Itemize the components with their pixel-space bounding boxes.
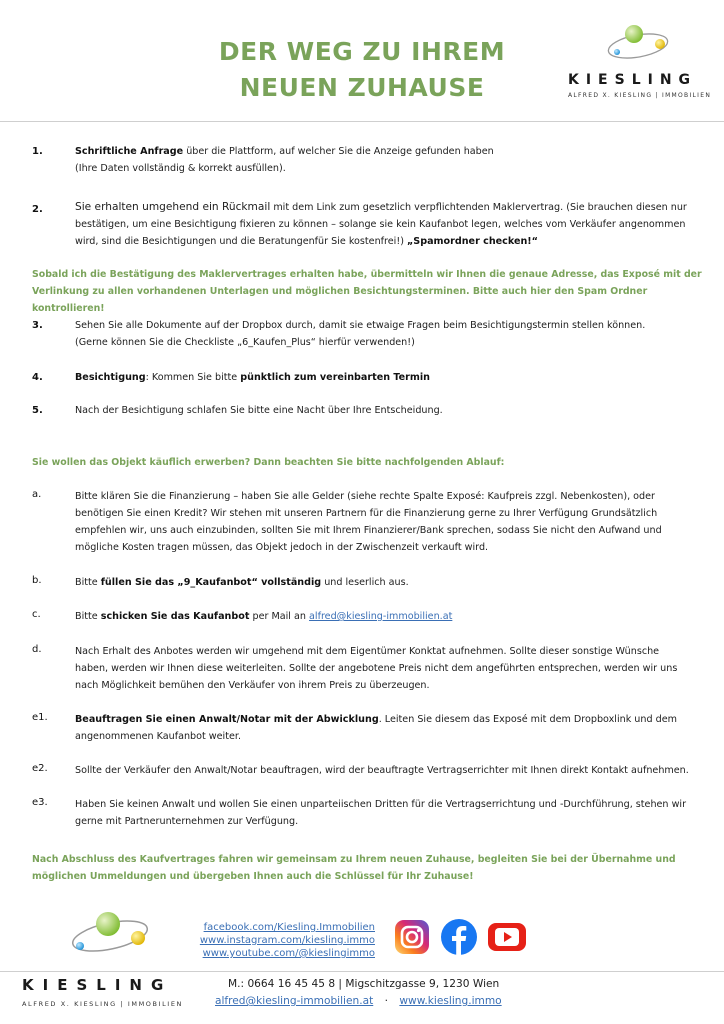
step-5-text: Nach der Besichtigung schlafen Sie bitte eine Nacht über Ihre Entscheidung.: [75, 405, 443, 416]
step-number: 2.: [32, 204, 43, 215]
facebook-link[interactable]: facebook.com/Kiesling.Immobilien: [203, 922, 375, 933]
separator: ·: [384, 995, 388, 1007]
social-links: [195, 921, 375, 960]
brand-block-top: [568, 72, 718, 99]
step-2-word: Rückmail: [222, 201, 271, 213]
brand-subtitle: ALFRED X. KIESLING | IMMOBILIEN: [22, 1000, 183, 1008]
green-note-1-a: Sobald ich die Bestätigung des Maklervertrages erhalten habe, übermitteln wir Ihnen die genaue Adresse, das: [32, 269, 623, 280]
item-b-rest: und leserlich aus.: [321, 577, 409, 588]
item-a-text: Bitte klären Sie die Finanzierung – haben Sie alle Gelder (siehe rechte Spalte Exposé: Kaufpreis zzgl. Nebenkosten), oder benötigen Sie einen Kredit? Wir stehen mit unseren Partnern für die Finanzierung gerne zu Ihrer Verfügung Grundsätzlich empfehlen wir, uns auch einzubinden, sollten Sie mit Ihrem Finanzierer/Bank sprechen, sodass Sie nicht den Aufwand und mögliche Kosten tragen müssen, das Objekt jedoch in der Zwischenzeit verkauft wird.: [75, 491, 662, 553]
item-d-text: Nach Erhalt des Anbotes werden wir umgehend mit dem Eigentümer Konktat aufnehmen. Sollte dieser sonstige Wünsche haben, werden wir Ihnen diese weiterleiten. Sollte der angebotene Preis nicht dem angeführten entsprechen, werden wir uns nach Möglichkeit bemühen den Verkäufer von ihrem Preis zu überzeugen.: [75, 646, 678, 691]
step-number: 5.: [32, 405, 43, 416]
step-2-text: [75, 199, 695, 250]
item-c-text: [75, 608, 695, 625]
step-4-rest: : Kommen Sie bitte: [145, 372, 241, 383]
item-label: e2.: [32, 763, 48, 774]
item-e1-bold: Beauftragen Sie einen Anwalt/Notar mit der Abwicklung: [75, 714, 379, 725]
item-label: c.: [32, 609, 41, 620]
item-e1-rest: . Leiten Sie diesem das Exposé mit dem Dropboxlink und dem angenommenen Kaufanbot weiter.: [75, 714, 677, 742]
step-1-rest: über die Plattform, auf welcher Sie die Anzeige gefunden haben: [183, 146, 494, 157]
page-title-line1: DER WEG ZU IHREM: [218, 37, 506, 66]
step-2-bold-end: „Spamordner checken!“: [406, 236, 538, 247]
youtube-icon[interactable]: [488, 918, 526, 956]
step-4-text: [75, 369, 695, 386]
step-number: 3.: [32, 320, 43, 331]
step-1-line2: (Ihre Daten vollständig & korrekt ausfüllen).: [75, 163, 286, 174]
email-link[interactable]: alfred@kiesling-immobilien.at: [309, 611, 453, 622]
brand-name: KIESLING: [568, 72, 698, 88]
step-number: 1.: [32, 146, 43, 157]
item-b-pre: Bitte: [75, 577, 101, 588]
facebook-icon[interactable]: [440, 918, 478, 956]
item-e1-text: [75, 711, 695, 745]
website-link[interactable]: www.kiesling.immo: [399, 995, 502, 1007]
step-3-text: [75, 317, 695, 351]
item-label: d.: [32, 644, 42, 655]
green-note-1: [32, 266, 702, 317]
green-note-1-c: mit der Verlinkung zu allen vorhandenen Unterlagen und möglichen Besichtungsterminen. Bitte auch hier den Spam Ordner kontrollieren!: [32, 269, 702, 314]
item-c-rest: per Mail an: [249, 611, 310, 622]
brand-name: KIESLING: [22, 976, 173, 994]
instagram-icon[interactable]: [393, 918, 431, 956]
item-label: a.: [32, 489, 42, 500]
green-note-2: Sie wollen das Objekt käuflich erwerben? Dann beachten Sie bitte nachfolgenden Ablauf:: [32, 457, 505, 468]
instagram-link[interactable]: www.instagram.com/kiesling.immo: [199, 935, 375, 946]
item-b-bold: füllen Sie das „9_Kaufanbot“ vollständig: [100, 577, 322, 588]
step-2-rest: mit dem Link zum gesetzlich verpflichtenden Maklervertrag. (Sie brauchen diesen nur bestätigen, um eine Besichtigung fixieren zu können – solange sie kein Kaufanbot legen, welches vom Verkäufer angenommen wird, sind die Besichtigungen und die Beratungenfür Sie kostenfrei!): [75, 202, 687, 247]
green-note-3: Nach Abschluss des Kaufvertrages fahren wir gemeinsam zu Ihrem neuen Zuhause, begleiten Sie bei der Übernahme und möglichen Ummeldungen und übergeben Ihnen auch die Schlüssel für Ihr Zuhause!: [32, 854, 676, 882]
step-3-line1: Sehen Sie alle Dokumente auf der Dropbox durch, damit sie etwaige Fragen beim Besichtigungstermin stellen können.: [75, 320, 646, 331]
brand-block-bottom: [22, 976, 183, 1008]
item-label: b.: [32, 575, 42, 586]
item-b-text: [75, 574, 695, 591]
step-4-bold2: pünktlich zum vereinbarten Termin: [240, 372, 431, 383]
green-note-1-b: Exposé: [622, 269, 660, 280]
item-c-bold: schicken Sie das Kaufanbot: [100, 611, 250, 622]
step-1-text: [75, 143, 695, 177]
footer-divider: [0, 971, 724, 972]
item-e3-text: Haben Sie keinen Anwalt und wollen Sie einen unparteiischen Dritten für die Vertragserrichtung und -Durchführung, stehen wir gerne mit Partnerunternehmen zur Verfügung.: [75, 799, 687, 827]
brand-subtitle: ALFRED X. KIESLING | IMMOBILIEN: [568, 92, 712, 99]
youtube-link[interactable]: www.youtube.com/@kieslingimmo: [202, 948, 375, 959]
step-number: 4.: [32, 372, 43, 383]
contact-links: [215, 995, 502, 1007]
kiesling-logo-icon: [68, 910, 158, 970]
item-c-pre: Bitte: [75, 611, 101, 622]
header-divider: [0, 121, 724, 122]
step-1-bold: Schriftliche Anfrage: [75, 146, 184, 157]
page-title-line2: NEUEN ZUHAUSE: [239, 73, 485, 102]
item-e2-text: Sollte der Verkäufer den Anwalt/Notar beauftragen, wird der beauftragte Vertragserrichter mit Ihnen direkt Kontakt aufnehmen.: [75, 765, 689, 776]
step-2-pre: Sie erhalten umgehend ein: [75, 201, 222, 213]
contact-line: M.: 0664 16 45 45 8 | Migschitzgasse 9, 1230 Wien: [228, 978, 500, 990]
footer-email-link[interactable]: alfred@kiesling-immobilien.at: [215, 995, 374, 1007]
item-label: e3.: [32, 797, 48, 808]
step-4-bold: Besichtigung: [75, 372, 146, 383]
item-label: e1.: [32, 712, 48, 723]
step-3-line2: (Gerne können Sie die Checkliste „6_Kaufen_Plus“ hierfür verwenden!): [75, 337, 415, 348]
